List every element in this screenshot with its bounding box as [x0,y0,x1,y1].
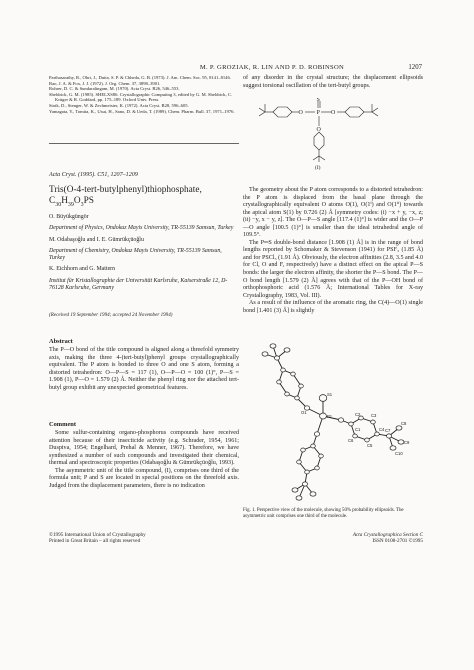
reference-item: Sheldrick, G. M. (1985). SHELXS86. Crystallographic Computing 3, edited by G. M. Sheldrick, C. Krüger & R. Goddard, pp. 175–189. Oxford Univ. Press. [49,91,233,103]
figure-caption: Fig. 1. Perspective view of the molecule, showing 50% probability ellipsoids. The asymmetric unit comprises one third of the molecule. [243,508,404,520]
paragraph: The asymmetric unit of the title compound, (I), comprises one third of the formula unit; P and S are located in special positions on the threefold axis. Judged from the displacement parameters, there is no indication [49,467,239,489]
molecular-formula: $C_{30}H_{39}O_3PS$ [49,196,94,208]
issn: ISSN 0108-2701 ©1995 [372,538,423,545]
reference-divider [49,143,239,144]
affiliation: Department of Chemistry, Ondokuz Mayis University, TR-55139 Samsun, Turkey [49,247,222,262]
chemical-structure-diagram [243,98,423,170]
paragraph: As a result of the influence of the aromatic ring, the C(4)—O(1) single bond [1.401 (3) Å] is slightly [243,300,423,314]
abstract-heading: Abstract [49,338,73,345]
running-header: M. P. GROZIAK, R. LIN AND P. D. ROBINSON [199,64,345,71]
reference-item: Rao, J. A. & Fox, J. J. (1972). J. Org. Chem. 37, 3898–3901. [49,80,161,86]
oxygen-label: O [331,110,336,116]
journal-name: Acta Crystallographica Section C [352,532,423,538]
paragraph: The geometry about the P atom corresponds to a distorted tetrahedron: the P atom is displaced from the basal plane through the crystallographically equivalent O atoms O(1), O(1ⁱ) and O(1ⁱⁱ) towards the apical atom S(1) by 0.726 (2) Å [symmetry codes: (i) −x + y, −x, z; (ii) −y, x − y, z]. The O—P—S angle [117.4 (1)°] is wider and the O—P—O angle [100.5 (1)°] is smaller than the ideal tetrahedral angle of 109.5°. [243,187,423,239]
reference-item: Rohrer, D. C. & Sundaralingam, M. (1970). Acta Cryst. B26, 546–553. [49,86,180,92]
atom-label: C8 [401,421,407,426]
author-affiliations [49,214,239,292]
atom-label: C10 [395,451,403,456]
oxygen-label: O [316,127,321,133]
atom-label: S1 [327,392,333,397]
article-title: Tris(O-4-tert-butylphenyl)thiophosphate, [49,185,202,195]
atom-label: C5 [367,443,373,448]
author-line: M. Odabaşoğlu and I. E. Gümrükçüoğlu [49,236,144,243]
right-column-text [243,187,423,315]
comment-text [49,430,239,490]
atom-label: C3 [371,413,377,418]
atom-label: P1 [327,414,333,419]
comment-heading: Comment [49,421,76,428]
sulfur-label: S [316,98,320,103]
received-dates: (Received 19 September 1994; accepted 24 November 1994) [49,312,173,318]
atom-label: C6 [348,438,354,443]
copyright-notice [49,532,239,545]
reference-item: Parthasarathy, R., Ohrt, J., Dutta, S. P. & Chheda, G. B. (1973). J. Am. Chem. Soc. 95, 8141–8146. [49,75,231,80]
page-number: 1207 [408,64,422,71]
affiliation: Department of Physics, Ondokuz Mayis University, TR-55139 Samsun, Turkey [49,225,234,232]
atom-label: C1 [355,427,361,432]
journal-citation: Acta Cryst. (1995). C51, 1207–1209 [49,172,138,178]
paragraph: The P═S double-bond distance [1.908 (1) Å] is in the range of bond lengths reported by Schomaker & Stevenson (1941) for PSF₃ (1.85 Å) and for PSCl₃ (1.91 Å). Obviously, the electron affinities (2.8, 3.5 and 4.0 for Cl, O and F, respectively) have a distinct effect on the apical P—S bonds: the larger the electron affinity, the shorter the P—S bond. The P—O bond length [1.579 (2) Å] agrees with that of the P—OH bond of orthophosphoric acid (1.576 Å; International Tables for X-ray Crystallography, 1983, Vol. III). [243,239,423,299]
compound-number: (I) [315,165,321,170]
reference-item: Stoik, D., Stenger, W. & Zechmeister, K. (1972). Acta Cryst. B28, 596–605. [49,102,189,108]
reference-list [49,75,239,114]
atom-label: C7 [385,428,391,433]
abstract-text: The P—O bond of the title compound is aligned along a threefold symmetry axis, making the three 4-(tert-butyl)phenyl groups crystallographically equivalent. The P atom is bonded to three O and one S atom, forming a distorted tetrahedron: O—P—S = 117 (1), O—P—O = 100 (1)°, P—S = 1.908 (1), P—O = 1.579 (2) Å. Neither the phenyl ring nor the attached tert-butyl group exhibit any unexpected geometrical features. [49,347,239,391]
author-line: O. Büyükgüngör [49,214,89,220]
molecule-figure [243,338,423,506]
affiliation: Institut für Kristallographie der Universität Karlsruhe, Kaiserstraße 12, D-76128 Karlsruhe, Germany [49,277,228,292]
atom-label: C9 [404,440,410,445]
phosphorus-label: P [316,110,320,116]
atom-label: C4 [379,427,385,432]
atom-label: C2 [355,412,361,417]
author-line: K. Eichhorn and G. Mattern [49,266,116,273]
copyright-line: Printed in Great Britain – all rights reserved [49,538,141,545]
journal-footer [300,532,423,545]
copyright-line: ©1995 International Union of Crystallography [49,532,146,538]
right-column-continuation: of any disorder in the crystal structure; the displacement ellipsoids suggest torsional oscillation of the tert-butyl groups. [243,75,423,89]
atom-label: O1 [301,410,307,415]
paragraph: Some sulfur-containing organo-phosphorus compounds have received attention because of their insecticide activity (e.g. Schrader, 1954, 1961; Duspiva, 1954; Engelhard, Prehal & Menner, 1967). Therefore, we have synthesized a number of such compounds and investigated their chemical, thermal and spectroscopic properties (Odabaşoğlu & Gümrükçüoğlu, 1993). [49,430,239,467]
reference-item: Yamagata, Y., Tomita, K., Usui, H., Sano, D. & Ueda, T. (1989). Chem. Pharm. Bull. 37, 1971–1976. [49,108,235,114]
oxygen-label: O [298,110,303,116]
